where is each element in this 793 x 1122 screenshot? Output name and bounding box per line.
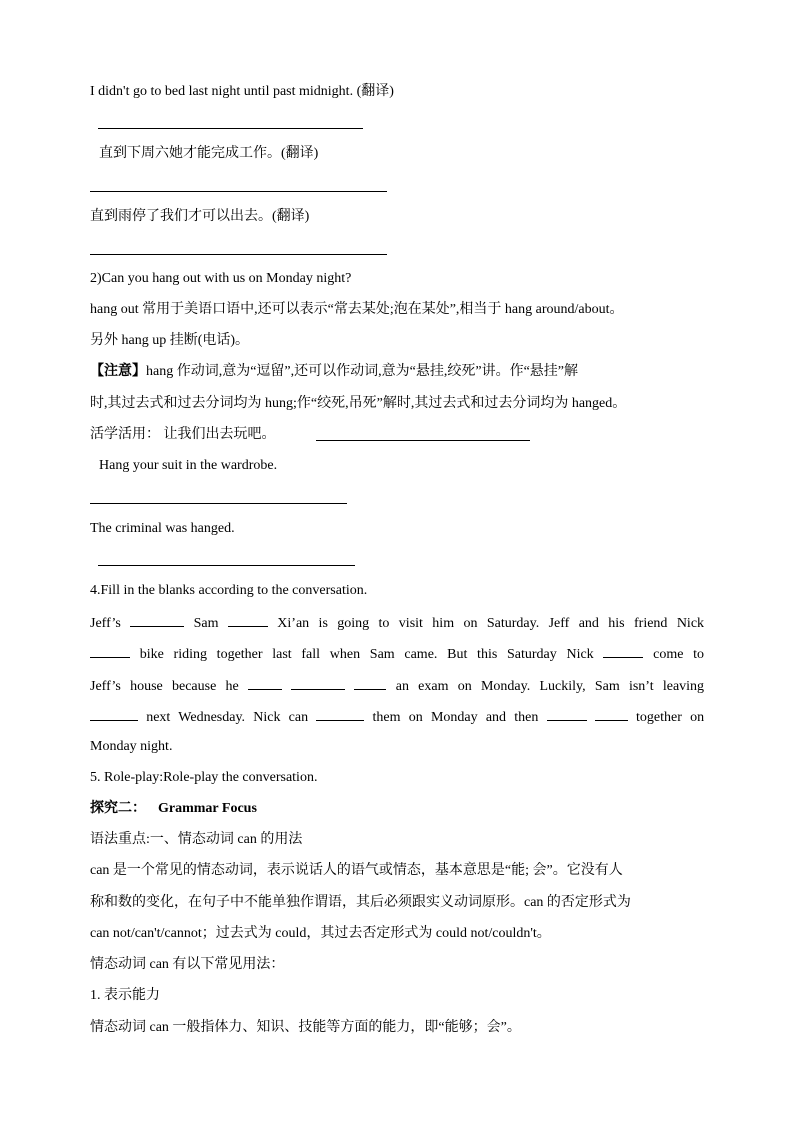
phrase-heading: 2)Can you hang out with us on Monday night? (90, 271, 352, 286)
translation-sentence-2: 直到下周六她才能完成工作。(翻译) (99, 146, 319, 161)
grammar-line: 情态动词 can 一般指体力、知识、技能等方面的能力，即“能够；会”。 (90, 1020, 521, 1035)
answer-line (90, 503, 347, 504)
fill-blank[interactable] (547, 706, 587, 721)
note-tag: 【注意】 (90, 364, 146, 379)
fill-text: them on Monday and then (372, 710, 539, 725)
translation-sentence-3: 直到雨停了我们才可以出去。(翻译) (90, 209, 310, 224)
answer-line (90, 191, 387, 192)
fill-blank[interactable] (291, 675, 345, 690)
practice-line: 活学活用： 让我们出去玩吧。 (90, 427, 276, 442)
section-title-cn: 探究二： (90, 801, 146, 816)
note-text: hang 作动词,意为“逗留”,还可以作动词,意为“悬挂,绞死”讲。作“悬挂”解 (146, 364, 578, 379)
example-sentence: Hang your suit in the wardrobe. (99, 458, 278, 473)
answer-line (98, 128, 363, 129)
fill-blank[interactable] (130, 612, 184, 627)
fill-text: together on (636, 710, 705, 725)
grammar-line: 语法重点:一、情态动词 can 的用法 (90, 832, 303, 847)
grammar-line: 1. 表示能力 (90, 988, 160, 1003)
fill-text: Xi’an is going to visit him on Saturday. Jeff and his friend Nick (277, 616, 705, 631)
paragraph-line: hang out 常用于美语口语中,还可以表示“常去某处;泡在某处”,相当于 hang around/about。 (90, 302, 624, 317)
grammar-line: 情态动词 can 有以下常见用法： (90, 957, 285, 972)
fill-row (90, 706, 704, 728)
roleplay-heading: 5. Role-play:Role-play the conversation. (90, 770, 318, 785)
answer-line (98, 565, 355, 566)
fill-text: Sam (193, 616, 219, 631)
fill-blank[interactable] (603, 643, 643, 658)
fill-text: Jeff’s house because he (90, 679, 239, 694)
paragraph-line: 另外 hang up 挂断(电话)。 (90, 333, 250, 348)
translation-sentence-1: I didn't go to bed last night until past midnight. (翻译) (90, 84, 394, 99)
fill-blank[interactable] (316, 706, 364, 721)
fill-row (90, 643, 704, 665)
note-line (90, 362, 578, 382)
fill-blank[interactable] (248, 675, 282, 690)
answer-line (90, 254, 387, 255)
fill-blank[interactable] (354, 675, 386, 690)
section-title (90, 799, 257, 819)
fill-text: an exam on Monday. Luckily, Sam isn’t leaving (395, 679, 705, 694)
grammar-line: can 是一个常见的情态动词，表示说话人的语气或情态，基本意思是“能; 会”。它没有人 (90, 863, 623, 878)
fill-blank[interactable] (90, 643, 130, 658)
paragraph-line: 时,其过去式和过去分词均为 hung;作“绞死,吊死”解时,其过去式和过去分词均为 hanged。 (90, 396, 627, 411)
exercise-heading: 4.Fill in the blanks according to the conversation. (90, 583, 368, 598)
fill-row: Monday night. (90, 739, 173, 754)
fill-text: bike riding together last fall when Sam came. But this Saturday Nick (139, 647, 594, 662)
fill-blank[interactable] (228, 612, 268, 627)
fill-text: come to (653, 647, 705, 662)
answer-line (316, 440, 530, 441)
example-sentence: The criminal was hanged. (90, 521, 235, 536)
section-title-en: Grammar Focus (158, 801, 257, 816)
grammar-line: 称和数的变化，在句子中不能单独作谓语，其后必须跟实义动词原形。can 的否定形式为 (90, 895, 631, 910)
grammar-line: can not/can't/cannot；过去式为 could，其过去否定形式为 could not/couldn't。 (90, 926, 551, 941)
fill-row (90, 675, 704, 697)
fill-row (90, 612, 704, 634)
fill-text: Jeff’s (90, 616, 121, 631)
fill-blank[interactable] (595, 706, 628, 721)
fill-blank[interactable] (90, 706, 138, 721)
fill-text: next Wednesday. Nick can (146, 710, 309, 725)
